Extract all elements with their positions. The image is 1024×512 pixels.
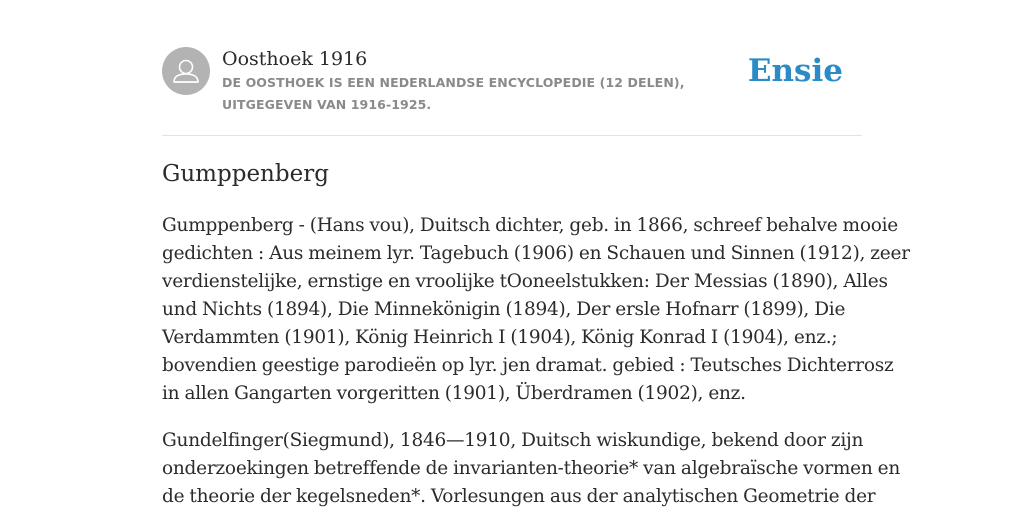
entry-title: Gumppenberg: [162, 161, 329, 187]
entry-paragraph: [162, 427, 900, 511]
source-header: [162, 47, 862, 117]
paragraph-line: in allen Gangarten vorgeritten (1901), Überdramen (1902), enz.: [162, 383, 746, 404]
paragraph-line: bovendien geestige parodieën op lyr. jen dramat. gebied : Teutsches Dichterrosz: [162, 355, 894, 376]
entry-content: [162, 212, 910, 512]
paragraph-line: verdienstelijke, ernstige en vroolijke tOoneelstukken: Der Messias (1890), Alles: [162, 271, 888, 292]
paragraph-line: onderzoekingen betreffende de invarianten-theorie* van algebraïsche vormen en: [162, 458, 900, 479]
source-description: DE OOSTHOEK IS EEN NEDERLANDSE ENCYCLOPEDIE (12 DELEN), UITGEGEVEN VAN 1916-1925.: [222, 75, 685, 112]
user-silhouette-icon[interactable]: [162, 47, 210, 95]
paragraph-line: und Nichts (1894), Die Minnekönigin (1894), Der ersle Hofnarr (1899), Die: [162, 299, 846, 320]
ensie-logo[interactable]: Ensie: [747, 53, 843, 89]
paragraph-line: de theorie der kegelsneden*. Vorlesungen aus der analytischen Geometrie der: [162, 486, 876, 507]
header-divider: [162, 135, 862, 136]
paragraph-line: Gumppenberg - (Hans vou), Duitsch dichter, geb. in 1866, schreef behalve mooie: [162, 215, 898, 236]
paragraph-line: gedichten : Aus meinem lyr. Tagebuch (1906) en Schauen und Sinnen (1912), zeer: [162, 243, 910, 264]
source-name[interactable]: Oosthoek 1916: [222, 48, 368, 70]
entry-paragraph: [162, 212, 910, 408]
paragraph-line: Gundelfinger(Siegmund), 1846—1910, Duitsch wiskundige, bekend door zijn: [162, 430, 864, 451]
paragraph-line: Verdammten (1901), König Heinrich I (1904), König Konrad I (1904), enz.;: [162, 327, 838, 348]
